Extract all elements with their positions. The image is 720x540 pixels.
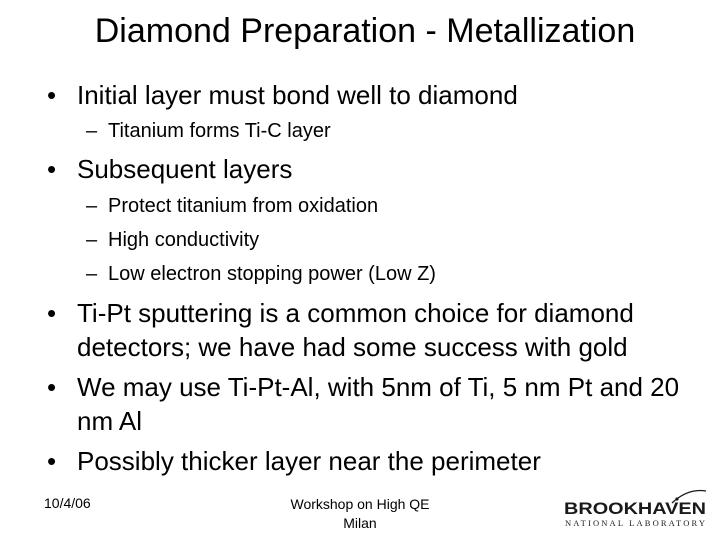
slide-title: Diamond Preparation - Metallization [94,12,636,50]
footer-event [260,495,460,533]
footer-date: 10/4/06 [44,495,91,511]
sub-bullet-text: Protect titanium from oxidation [108,195,379,217]
bullet-text: Subsequent layers [77,154,293,184]
logo-wordmark: BROOKHAVEN [564,499,706,518]
bullet-glyph: • [47,154,57,184]
bullet-text: Initial layer must bond well to diamond [77,80,518,110]
brookhaven-logo [560,488,710,532]
sub-bullet-text: High conductivity [108,229,260,251]
bullet-glyph: • [47,298,57,328]
dash-glyph: – [86,263,98,285]
bullet-glyph: • [47,80,57,110]
bullet-text: Ti-Pt sputtering is a common choice for diamond detectors; we have had some success with gold [77,298,634,362]
sub-bullet-text: Low electron stopping power (Low Z) [108,263,436,285]
sub-bullet-text: Titanium forms Ti-C layer [108,120,331,142]
footer-event-line1: Workshop on High QE [290,496,430,512]
dash-glyph: – [86,229,98,251]
bullet-text: We may use Ti-Pt-Al, with 5nm of Ti, 5 nm Pt and 20 nm Al [77,372,680,436]
dash-glyph: – [86,195,98,217]
dash-glyph: – [86,120,98,142]
bullet-glyph: • [47,446,57,476]
footer-event-line2: Milan [343,515,377,531]
bullet-text: Possibly thicker layer near the perimeter [77,446,541,476]
logo-subtitle: NATIONAL LABORATORY [565,518,705,528]
bullet-glyph: • [47,372,57,402]
